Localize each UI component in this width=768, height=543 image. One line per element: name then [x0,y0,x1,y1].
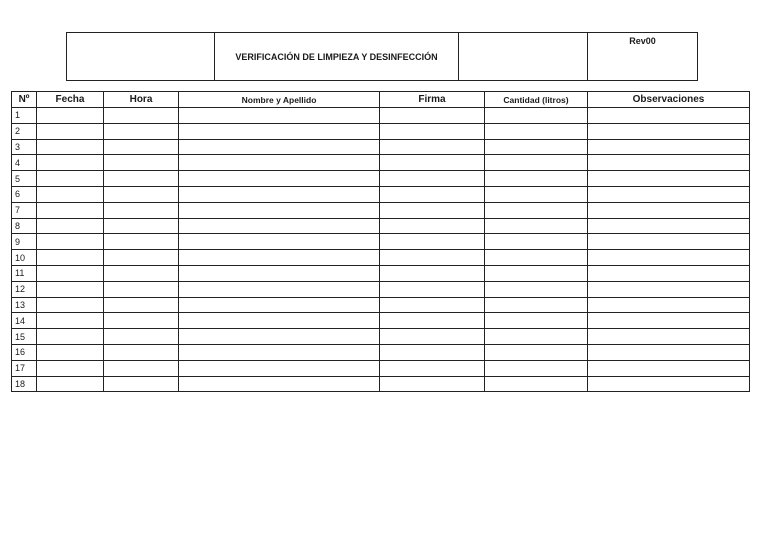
row-number: 6 [12,186,37,202]
observations-cell[interactable] [588,171,750,187]
signature-cell[interactable] [380,313,485,329]
header-empty-cell [459,33,588,81]
quantity-cell[interactable] [485,376,588,392]
date-cell[interactable] [37,376,104,392]
name-cell[interactable] [179,139,380,155]
table-row [12,265,750,281]
quantity-cell[interactable] [485,123,588,139]
date-cell[interactable] [37,202,104,218]
quantity-cell[interactable] [485,171,588,187]
name-cell[interactable] [179,265,380,281]
table-header-row [12,92,750,108]
date-cell[interactable] [37,108,104,124]
observations-cell[interactable] [588,376,750,392]
row-number: 14 [12,313,37,329]
table-row [12,234,750,250]
quantity-cell[interactable] [485,202,588,218]
observations-cell[interactable] [588,108,750,124]
time-cell[interactable] [104,297,179,313]
column-header-signature: Firma [380,92,485,108]
document-header [66,32,698,81]
time-cell[interactable] [104,329,179,345]
observations-cell[interactable] [588,202,750,218]
revision-label: Rev00 [588,33,698,81]
date-cell[interactable] [37,265,104,281]
observations-cell[interactable] [588,234,750,250]
signature-cell[interactable] [380,171,485,187]
observations-cell[interactable] [588,329,750,345]
column-header-quantity: Cantidad (litros) [485,92,588,108]
signature-cell[interactable] [380,202,485,218]
signature-cell[interactable] [380,281,485,297]
row-number: 9 [12,234,37,250]
quantity-cell[interactable] [485,234,588,250]
signature-cell[interactable] [380,139,485,155]
quantity-cell[interactable] [485,139,588,155]
name-cell[interactable] [179,234,380,250]
table-row [12,202,750,218]
date-cell[interactable] [37,360,104,376]
table-row [12,297,750,313]
time-cell[interactable] [104,234,179,250]
table-row [12,108,750,124]
row-number: 17 [12,360,37,376]
date-cell[interactable] [37,139,104,155]
time-cell[interactable] [104,171,179,187]
row-number: 15 [12,329,37,345]
name-cell[interactable] [179,360,380,376]
signature-cell[interactable] [380,329,485,345]
date-cell[interactable] [37,171,104,187]
quantity-cell[interactable] [485,108,588,124]
observations-cell[interactable] [588,139,750,155]
time-cell[interactable] [104,250,179,266]
observations-cell[interactable] [588,360,750,376]
table-row [12,313,750,329]
signature-cell[interactable] [380,265,485,281]
table-row [12,329,750,345]
name-cell[interactable] [179,171,380,187]
table-body [12,108,750,392]
name-cell[interactable] [179,186,380,202]
name-cell[interactable] [179,297,380,313]
observations-cell[interactable] [588,186,750,202]
table-row [12,344,750,360]
row-number: 2 [12,123,37,139]
signature-cell[interactable] [380,123,485,139]
quantity-cell[interactable] [485,281,588,297]
time-cell[interactable] [104,139,179,155]
name-cell[interactable] [179,108,380,124]
table-row [12,218,750,234]
name-cell[interactable] [179,250,380,266]
row-number: 7 [12,202,37,218]
signature-cell[interactable] [380,218,485,234]
table-row [12,155,750,171]
observations-cell[interactable] [588,297,750,313]
observations-cell[interactable] [588,265,750,281]
quantity-cell[interactable] [485,313,588,329]
date-cell[interactable] [37,329,104,345]
date-cell[interactable] [37,281,104,297]
row-number: 12 [12,281,37,297]
row-number: 10 [12,250,37,266]
time-cell[interactable] [104,155,179,171]
date-cell[interactable] [37,123,104,139]
row-number: 3 [12,139,37,155]
quantity-cell[interactable] [485,186,588,202]
time-cell[interactable] [104,108,179,124]
date-cell[interactable] [37,297,104,313]
row-number: 18 [12,376,37,392]
time-cell[interactable] [104,360,179,376]
signature-cell[interactable] [380,234,485,250]
time-cell[interactable] [104,202,179,218]
column-header-name: Nombre y Apellido [179,92,380,108]
quantity-cell[interactable] [485,344,588,360]
date-cell[interactable] [37,234,104,250]
signature-cell[interactable] [380,344,485,360]
table-row [12,376,750,392]
name-cell[interactable] [179,313,380,329]
date-cell[interactable] [37,186,104,202]
row-number: 4 [12,155,37,171]
date-cell[interactable] [37,344,104,360]
date-cell[interactable] [37,313,104,329]
quantity-cell[interactable] [485,360,588,376]
observations-cell[interactable] [588,313,750,329]
signature-cell[interactable] [380,250,485,266]
name-cell[interactable] [179,281,380,297]
signature-cell[interactable] [380,297,485,313]
table-row [12,250,750,266]
time-cell[interactable] [104,123,179,139]
column-header-time: Hora [104,92,179,108]
time-cell[interactable] [104,313,179,329]
quantity-cell[interactable] [485,297,588,313]
quantity-cell[interactable] [485,329,588,345]
name-cell[interactable] [179,376,380,392]
row-number: 1 [12,108,37,124]
logo-placeholder-cell [67,33,215,81]
column-header-number: Nº [12,92,37,108]
name-cell[interactable] [179,344,380,360]
time-cell[interactable] [104,218,179,234]
row-number: 11 [12,265,37,281]
name-cell[interactable] [179,329,380,345]
name-cell[interactable] [179,218,380,234]
observations-cell[interactable] [588,218,750,234]
time-cell[interactable] [104,265,179,281]
name-cell[interactable] [179,202,380,218]
signature-cell[interactable] [380,186,485,202]
quantity-cell[interactable] [485,265,588,281]
table-row [12,123,750,139]
date-cell[interactable] [37,155,104,171]
signature-cell[interactable] [380,376,485,392]
observations-cell[interactable] [588,281,750,297]
row-number: 5 [12,171,37,187]
quantity-cell[interactable] [485,250,588,266]
table-row [12,171,750,187]
table-row [12,139,750,155]
time-cell[interactable] [104,281,179,297]
row-number: 13 [12,297,37,313]
time-cell[interactable] [104,344,179,360]
row-number: 16 [12,344,37,360]
name-cell[interactable] [179,123,380,139]
table-row [12,360,750,376]
verification-table [11,91,750,392]
name-cell[interactable] [179,155,380,171]
table-row [12,281,750,297]
signature-cell[interactable] [380,108,485,124]
date-cell[interactable] [37,218,104,234]
column-header-date: Fecha [37,92,104,108]
observations-cell[interactable] [588,250,750,266]
row-number: 8 [12,218,37,234]
observations-cell[interactable] [588,344,750,360]
document-title: VERIFICACIÓN DE LIMPIEZA Y DESINFECCIÓN [215,33,459,81]
observations-cell[interactable] [588,155,750,171]
quantity-cell[interactable] [485,218,588,234]
signature-cell[interactable] [380,155,485,171]
column-header-observations: Observaciones [588,92,750,108]
date-cell[interactable] [37,250,104,266]
signature-cell[interactable] [380,360,485,376]
time-cell[interactable] [104,186,179,202]
time-cell[interactable] [104,376,179,392]
table-row [12,186,750,202]
quantity-cell[interactable] [485,155,588,171]
observations-cell[interactable] [588,123,750,139]
